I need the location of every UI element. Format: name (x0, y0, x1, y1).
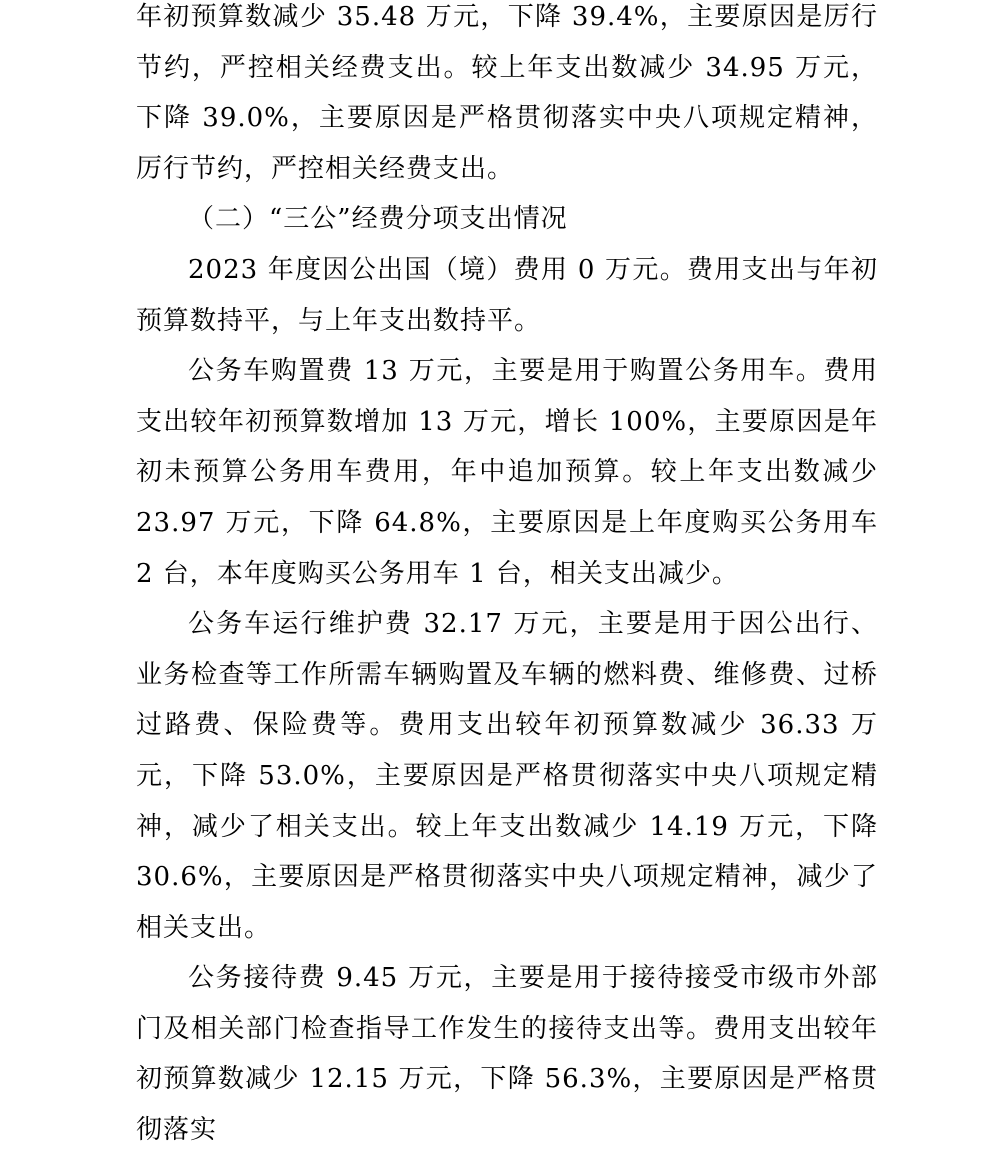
paragraph-vehicle-purchase: 公务车购置费 13 万元，主要是用于购置公务用车。费用支出较年初预算数增加 13 万元，增长 100%，主要原因是年初未预算公务用车费用，年中追加预算。较上年支出数减少 23.97 万元，下降 64.8%，主要原因是上年度购买公务用车 2 台，本年度购买公务用车 1 台，相关支出减少。 (136, 356, 878, 589)
paragraph-vehicle-maintenance: 公务车运行维护费 32.17 万元，主要是用于因公出行、业务检查等工作所需车辆购置及车辆的燃料费、维修费、过桥过路费、保险费等。费用支出较年初预算数减少 36.33 万元，下降 53.0%，主要原因是严格贯彻落实中央八项规定精神，减少了相关支出。较上年支出数减少 14.19 万元，下降 30.6%，主要原因是严格贯彻落实中央八项规定精神，减少了相关支出。 (136, 609, 878, 943)
paragraph-continuation: 年初预算数减少 35.48 万元，下降 39.4%，主要原因是厉行节约，严控相关经费支出。较上年支出数减少 34.95 万元，下降 39.0%，主要原因是严格贯彻落实中央八项规定精神，厉行节约，严控相关经费支出。 (136, 2, 878, 184)
paragraph-reception: 公务接待费 9.45 万元，主要是用于接待接受市级市外部门及相关部门检查指导工作发生的接待支出等。费用支出较年初预算数减少 12.15 万元，下降 56.3%，主要原因是严格贯彻落实 (136, 963, 878, 1146)
section-heading: （二）“三公”经费分项支出情况 (188, 204, 568, 235)
paragraph-overseas-travel: 2023 年度因公出国（境）费用 0 万元。费用支出与年初预算数持平，与上年支出数持平。 (136, 254, 878, 336)
document-body (136, 0, 878, 1156)
